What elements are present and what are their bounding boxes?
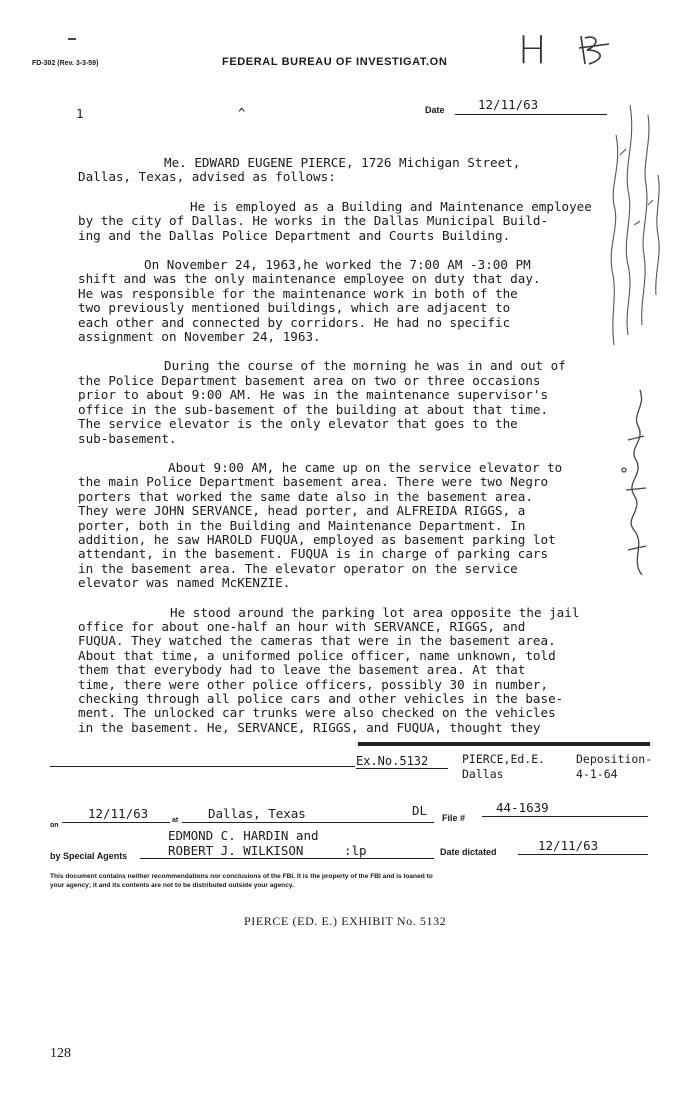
text-line: the main Police Department basement area. There were two Negro (78, 474, 549, 490)
text-line: The service elevator is the only elevator that goes to the (78, 416, 518, 432)
text-line: time, there were other police officers, possibly 30 in number, (78, 676, 549, 692)
exhibit-name-line2: Dallas (462, 767, 504, 781)
file-label: File # (442, 813, 466, 823)
text-line: About that time, a uniformed police officer, name unknown, told (78, 647, 556, 663)
text-line: office in the sub-basement of the building at about that time. (78, 401, 549, 417)
handwritten-initial: H (518, 28, 547, 72)
page-number: 1 (76, 106, 84, 121)
exhibit-depo-line1: Deposition- (576, 752, 653, 766)
text-line: porter, both in the Building and Maintenance Department. In (78, 517, 526, 533)
paragraph-4 (78, 359, 623, 445)
text-line: porters that worked the same date also in the basement area. (78, 488, 533, 504)
text-line: prior to about 9:00 AM. He was in the maintenance supervisor's (78, 387, 549, 403)
margin-handwritten-notes (600, 95, 670, 355)
text-line: office for about one-half an hour with SERVANCE, RIGGS, and (78, 618, 526, 634)
text-line: On November 24, 1963,he worked the 7:00 AM -3:00 PM (144, 257, 531, 273)
exhibit-caption: PIERCE (ED. E.) EXHIBIT No. 5132 (244, 914, 447, 928)
text-line: Me. EDWARD EUGENE PIERCE, 1726 Michigan Street, (164, 155, 521, 170)
report-body (78, 156, 623, 735)
agency-header: FEDERAL BUREAU OF INVESTIGAT.ON (222, 56, 448, 68)
paragraph-5 (78, 461, 623, 591)
paragraph-6 (78, 606, 623, 736)
text-line: attendant, in the basement. FUQUA is in charge of parking cars (78, 546, 549, 562)
text-line: elevator was named McKENZIE. (78, 575, 291, 591)
agent-underline (140, 858, 434, 859)
text-line: About 9:00 AM, he came up on the service elevator to (168, 459, 563, 475)
text-line: sub-basement. (78, 430, 177, 446)
at-label: at (172, 817, 179, 824)
text-line: two previously mentioned buildings, which are adjacent to (78, 300, 511, 316)
text-line: He is employed as a Building and Maintenance employee (190, 198, 592, 214)
stamp-left-line (50, 766, 355, 767)
agent-line2: ROBERT J. WILKISON (168, 843, 304, 858)
text-line: Dallas, Texas, advised as follows: (78, 169, 336, 185)
office-code: DL (412, 803, 428, 818)
text-line: He stood around the parking lot area opposite the jail (170, 604, 580, 620)
on-value: 12/11/63 (88, 806, 149, 821)
text-line: in the basement. He, SERVANCE, RIGGS, and FUQUA, thought they (78, 719, 541, 735)
text-line: each other and connected by corridors. He had no specific (78, 314, 511, 330)
text-line: They were JOHN SERVANCE, head porter, and ALFREIDA RIGGS, a (78, 503, 526, 519)
text-line: ment. The unlocked car trunks were also checked on the vehicles (78, 705, 556, 721)
file-number: 44-1639 (496, 800, 549, 815)
agent-line1: EDMOND C. HARDIN and (168, 828, 319, 843)
paragraph-1 (78, 156, 623, 185)
text-line: During the course of the morning he was in and out of (164, 358, 566, 374)
date-label: Date (425, 105, 445, 115)
punch-mark (68, 38, 76, 40)
text-line: by the city of Dallas. He works in the Dallas Municipal Build- (78, 213, 549, 229)
text-line: checking through all police cars and other vehicles in the base- (78, 691, 564, 706)
exhibit-depo-line2: 4-1-64 (576, 767, 618, 781)
typist-initials: :lp (344, 843, 367, 858)
exhibit-number-underline (356, 768, 448, 769)
on-underline (62, 822, 170, 823)
margin-signature (612, 370, 660, 580)
text-line: assignment on November 24, 1963. (78, 329, 321, 345)
paragraph-2 (78, 200, 623, 243)
text-line: He was responsible for the maintenance work in both of the (78, 285, 518, 301)
dictated-value: 12/11/63 (538, 838, 599, 853)
date-underline (455, 114, 607, 115)
stamp-top-bar (358, 742, 650, 746)
dictated-underline (518, 854, 648, 855)
text-line: the Police Department basement area on two or three occasions (78, 372, 541, 388)
text-line: addition, he saw HAROLD FUQUA, employed as basement parking lot (78, 531, 556, 547)
paragraph-3 (78, 258, 623, 344)
at-value: Dallas, Texas (208, 806, 306, 821)
caret-mark: ^ (238, 106, 246, 120)
page-footer-number: 128 (50, 1046, 71, 1061)
file-underline (482, 816, 648, 817)
on-label: on (50, 822, 59, 829)
text-line: in the basement area. The elevator operator on the service (78, 560, 518, 576)
exhibit-number: Ex.No.5132 (356, 754, 429, 768)
date-value: 12/11/63 (478, 97, 539, 112)
disclaimer-line1: This document contains neither recommendations nor conclusions of the FBI. It is the property of the FBI and is loaned to (50, 873, 433, 880)
handwritten-initials-mark (575, 30, 615, 70)
text-line: ing and the Dallas Police Department and Courts Building. (78, 227, 511, 243)
at-underline (182, 822, 434, 823)
text-line: shift and was the only maintenance employee on duty that day. (78, 271, 541, 287)
agent-label: by Special Agents (50, 851, 128, 861)
exhibit-name-line1: PIERCE,Ed.E. (462, 752, 546, 766)
dictated-label: Date dictated (440, 847, 497, 857)
text-line: them that everybody had to leave the basement area. At that (78, 662, 526, 678)
text-line: FUQUA. They watched the cameras that were in the basement area. (78, 633, 556, 649)
form-number: FD-302 (Rev. 3-3-59) (32, 60, 99, 67)
disclaimer-line2: your agency; it and its contents are not to be distributed outside your agency. (50, 882, 294, 889)
